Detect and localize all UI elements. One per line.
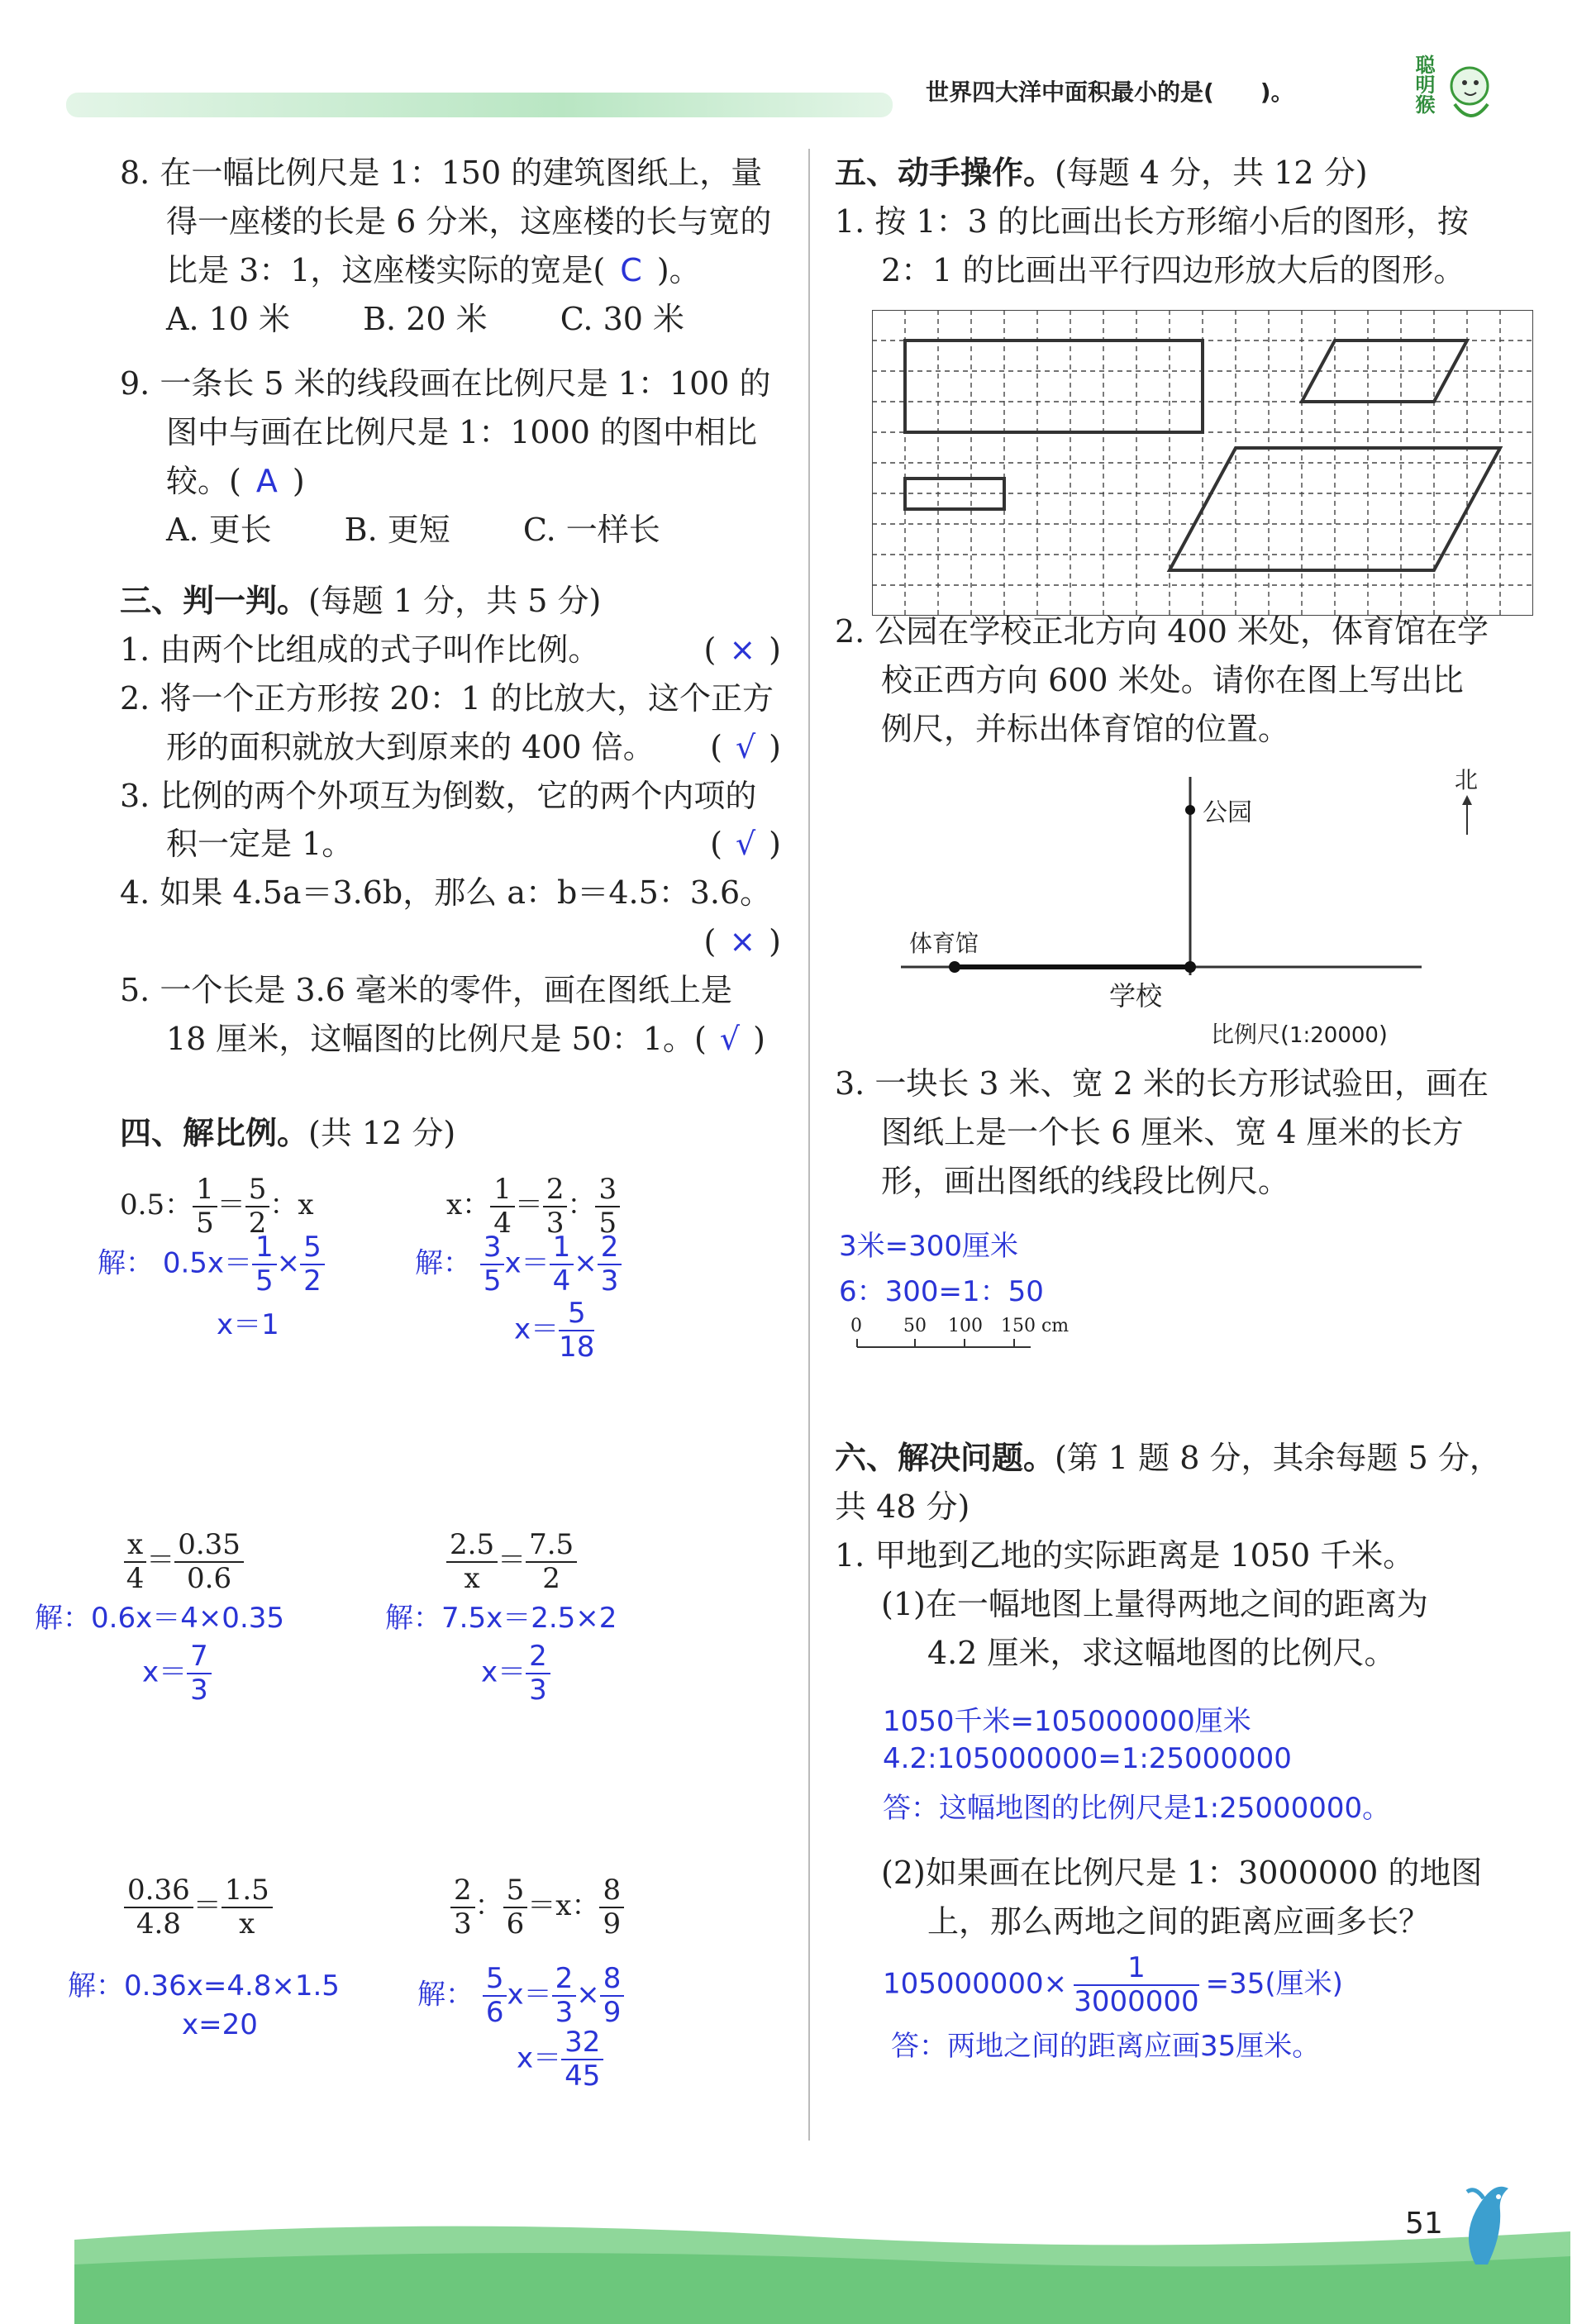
- park-label: 公园: [1203, 798, 1252, 827]
- q9-line2: 图中与画在比例尺是 1：1000 的图中相比: [166, 413, 758, 450]
- sec6-q1-p2b: 上，那么两地之间的距离应画多长？: [927, 1903, 1431, 1940]
- sec3-item-3b: 积一定是 1。 ( √ ): [166, 826, 781, 863]
- sec6-q1-p1a: (1)在一幅地图上量得两地之间的距离为: [881, 1585, 1428, 1622]
- solution-1: 解： 0.5x＝ $\frac{1}{5}$ × $\frac{5}{2}$: [98, 1231, 325, 1298]
- q8-options: A. 10 米 B. 20 米 C. 30 米: [166, 300, 685, 337]
- sec5-q3: [835, 1060, 1513, 1206]
- section-5: [835, 149, 1513, 295]
- q3-answer-1: 3米=300厘米: [839, 1230, 1019, 1263]
- sec6-answer-1: 1050千米=105000000厘米: [883, 1705, 1251, 1738]
- q8-answer: C: [620, 251, 642, 288]
- sec3-item-4-mark: ( × ): [703, 923, 781, 960]
- sec3-item-2b: 形的面积就放大到原来的 400 倍。 ( √ ): [166, 728, 781, 765]
- tick-50: 50: [903, 1316, 927, 1336]
- dolphin-icon: [1451, 2174, 1525, 2273]
- solution-4-x: x＝ $\frac{2}{3}$: [481, 1641, 550, 1707]
- sec6-q1: 1. 甲地到乙地的实际距离是 1050 千米。: [835, 1536, 1415, 1574]
- solution-1-x: x＝1: [217, 1308, 279, 1341]
- mark-4: ×: [729, 923, 756, 960]
- sec6-q1-p2a: (2)如果画在比例尺是 1：3000000 的地图: [881, 1855, 1483, 1891]
- solution-3-x: x＝ $\frac{7}{3}$: [142, 1641, 212, 1707]
- sec6-heading: 六、解决问题。(第 1 题 8 分，其余每题 5 分，: [835, 1439, 1501, 1476]
- map-diagram: [893, 766, 1537, 1058]
- solution-6: 解： $\frac{5}{6}$ x＝ $\frac{2}{3}$ × $\frac{8}{9}$: [417, 1963, 624, 2029]
- scale-label: 比例尺(1:20000): [1211, 1021, 1388, 1048]
- q8-line2: 得一座楼的长是 6 分米，这座楼的长与宽的: [166, 202, 772, 240]
- proportion-2: x： $\frac{1}{4}$ ＝ $\frac{2}{3}$ ： $\frac{3}{5}$: [446, 1174, 620, 1240]
- sec6-answer-2: 4.2:105000000=1:25000000: [883, 1742, 1292, 1775]
- q9-answer: A: [255, 462, 278, 499]
- proportion-6: $\frac{2}{3}$ ： $\frac{5}{6}$ ＝x： $\frac{8}{9}$: [450, 1874, 624, 1941]
- question-9: [120, 360, 798, 555]
- mark-1: ×: [729, 631, 756, 668]
- top-band: [66, 93, 893, 117]
- q3-answer-2: 6：300=1：50: [839, 1275, 1044, 1308]
- tick-150: 150 cm: [1001, 1316, 1070, 1336]
- sec3-heading: 三、判一判。(每题 1 分，共 5 分): [120, 582, 602, 619]
- mark-3: √: [735, 826, 756, 863]
- solution-5-x: x=20: [182, 2008, 258, 2041]
- sec5-q1-line1: 1. 按 1：3 的比画出长方形缩小后的图形，按: [835, 202, 1469, 240]
- proportion-1: 0.5： $\frac{1}{5}$ ＝ $\frac{5}{2}$ ：x: [120, 1173, 314, 1241]
- sec3-item-2a: 2. 将一个正方形按 20：1 的比放大，这个正方: [120, 679, 774, 717]
- sec5-q1-line2: 2：1 的比画出平行四边形放大后的图形。: [881, 251, 1465, 288]
- q8-line3: 比是 3：1，这座楼实际的宽是( C )。: [166, 251, 701, 288]
- sec5-q3-line2: 图纸上是一个长 6 厘米、宽 4 厘米的长方: [881, 1113, 1464, 1150]
- sec5-q2-line1: 2. 公园在学校正北方向 400 米处，体育馆在学: [835, 613, 1489, 650]
- sec6-answer-3: 答：这幅地图的比例尺是1:25000000。: [883, 1792, 1391, 1825]
- sec6-q1-part2: [881, 1849, 1526, 1946]
- solution-2-x: x＝ $\frac{5}{18}$: [514, 1297, 595, 1364]
- sec6-calc: 105000000× $\frac{1}{3000000}$ =35(厘米): [883, 1951, 1343, 2019]
- sec3-item-4: 4. 如果 4.5a＝3.6b，那么 a：b＝4.5：3.6。: [120, 874, 772, 912]
- gym-label: 体育馆: [909, 930, 979, 957]
- sec3-item-3a: 3. 比例的两个外项互为倒数，它的两个内项的: [120, 777, 757, 814]
- mark-5: √: [719, 1021, 741, 1058]
- school-label: 学校: [1109, 980, 1163, 1012]
- sec3-item-5a: 5. 一个长是 3.6 毫米的零件，画在图纸上是: [120, 972, 732, 1009]
- section-3: [120, 577, 781, 1064]
- sec3-item-1: 1. 由两个比组成的式子叫作比例。 ( × ): [120, 631, 781, 668]
- grid-figure: [872, 310, 1533, 616]
- solution-3: 解：0.6x＝4×0.35: [35, 1602, 285, 1635]
- sec5-q3-line3: 形，画出图纸的线段比例尺。: [881, 1162, 1290, 1199]
- tick-0: 0: [850, 1316, 862, 1336]
- header-question: 世界四大洋中面积最小的是( )。: [926, 79, 1294, 106]
- proportion-4: $\frac{2.5}{x}$ ＝ $\frac{7.5}{2}$: [446, 1529, 577, 1595]
- proportion-5: $\frac{0.36}{4.8}$ ＝ $\frac{1.5}{x}$: [124, 1874, 273, 1941]
- sec6-answer-4: 答：两地之间的距离应画35厘米。: [891, 2030, 1321, 2063]
- column-divider: [808, 149, 810, 2141]
- q9-line3: 较。( A ): [166, 462, 305, 499]
- sec5-q3-line1: 3. 一块长 3 米、宽 2 米的长方形试验田，画在: [835, 1065, 1489, 1102]
- sec5-q2: [835, 607, 1513, 754]
- question-8: [120, 149, 798, 344]
- large-rectangle: [905, 341, 1203, 432]
- q8-line1: 8. 在一幅比例尺是 1：150 的建筑图纸上，量: [120, 155, 763, 191]
- bottom-band: [0, 2198, 1596, 2324]
- tick-100: 100: [948, 1316, 983, 1336]
- page-number: 51: [1405, 2207, 1443, 2241]
- sec5-q2-line3: 例尺，并标出体育馆的位置。: [881, 710, 1290, 747]
- sec5-q2-line2: 校正西方向 600 米处。请你在图上写出比: [881, 661, 1464, 698]
- sec6-q1-p1b: 4.2 厘米，求这幅地图的比例尺。: [927, 1634, 1396, 1671]
- north-label: 北: [1455, 766, 1479, 793]
- solution-6-x: x＝ $\frac{32}{45}$: [517, 2026, 603, 2093]
- section-6: [835, 1434, 1513, 1677]
- solution-5: 解：0.36x=4.8×1.5: [68, 1969, 340, 2003]
- q9-options: A. 更长 B. 更短 C. 一样长: [166, 511, 660, 548]
- sec5-heading: 五、动手操作。(每题 4 分，共 12 分): [835, 154, 1368, 191]
- sec3-item-5b: 18 厘米，这幅图的比例尺是 50：1。( √ ): [166, 1021, 765, 1058]
- logo-text: 聪明猴: [1412, 55, 1435, 114]
- line-scale: [839, 1314, 1103, 1364]
- sec4-heading: 四、解比例。(共 12 分): [120, 1114, 456, 1151]
- mark-2: √: [735, 728, 756, 765]
- proportion-3: $\frac{x}{4}$ ＝ $\frac{0.35}{0.6}$: [124, 1529, 244, 1595]
- q9-line1: 9. 一条长 5 米的线段画在比例尺是 1：100 的: [120, 365, 771, 402]
- mascot-logo: [1405, 53, 1496, 132]
- sec6-heading-2: 共 48 分): [835, 1488, 970, 1525]
- solution-2: 解： $\frac{3}{5}$ x＝ $\frac{1}{4}$ × $\frac{2}{3}$: [415, 1231, 622, 1298]
- solution-4: 解：7.5x＝2.5×2: [385, 1602, 617, 1635]
